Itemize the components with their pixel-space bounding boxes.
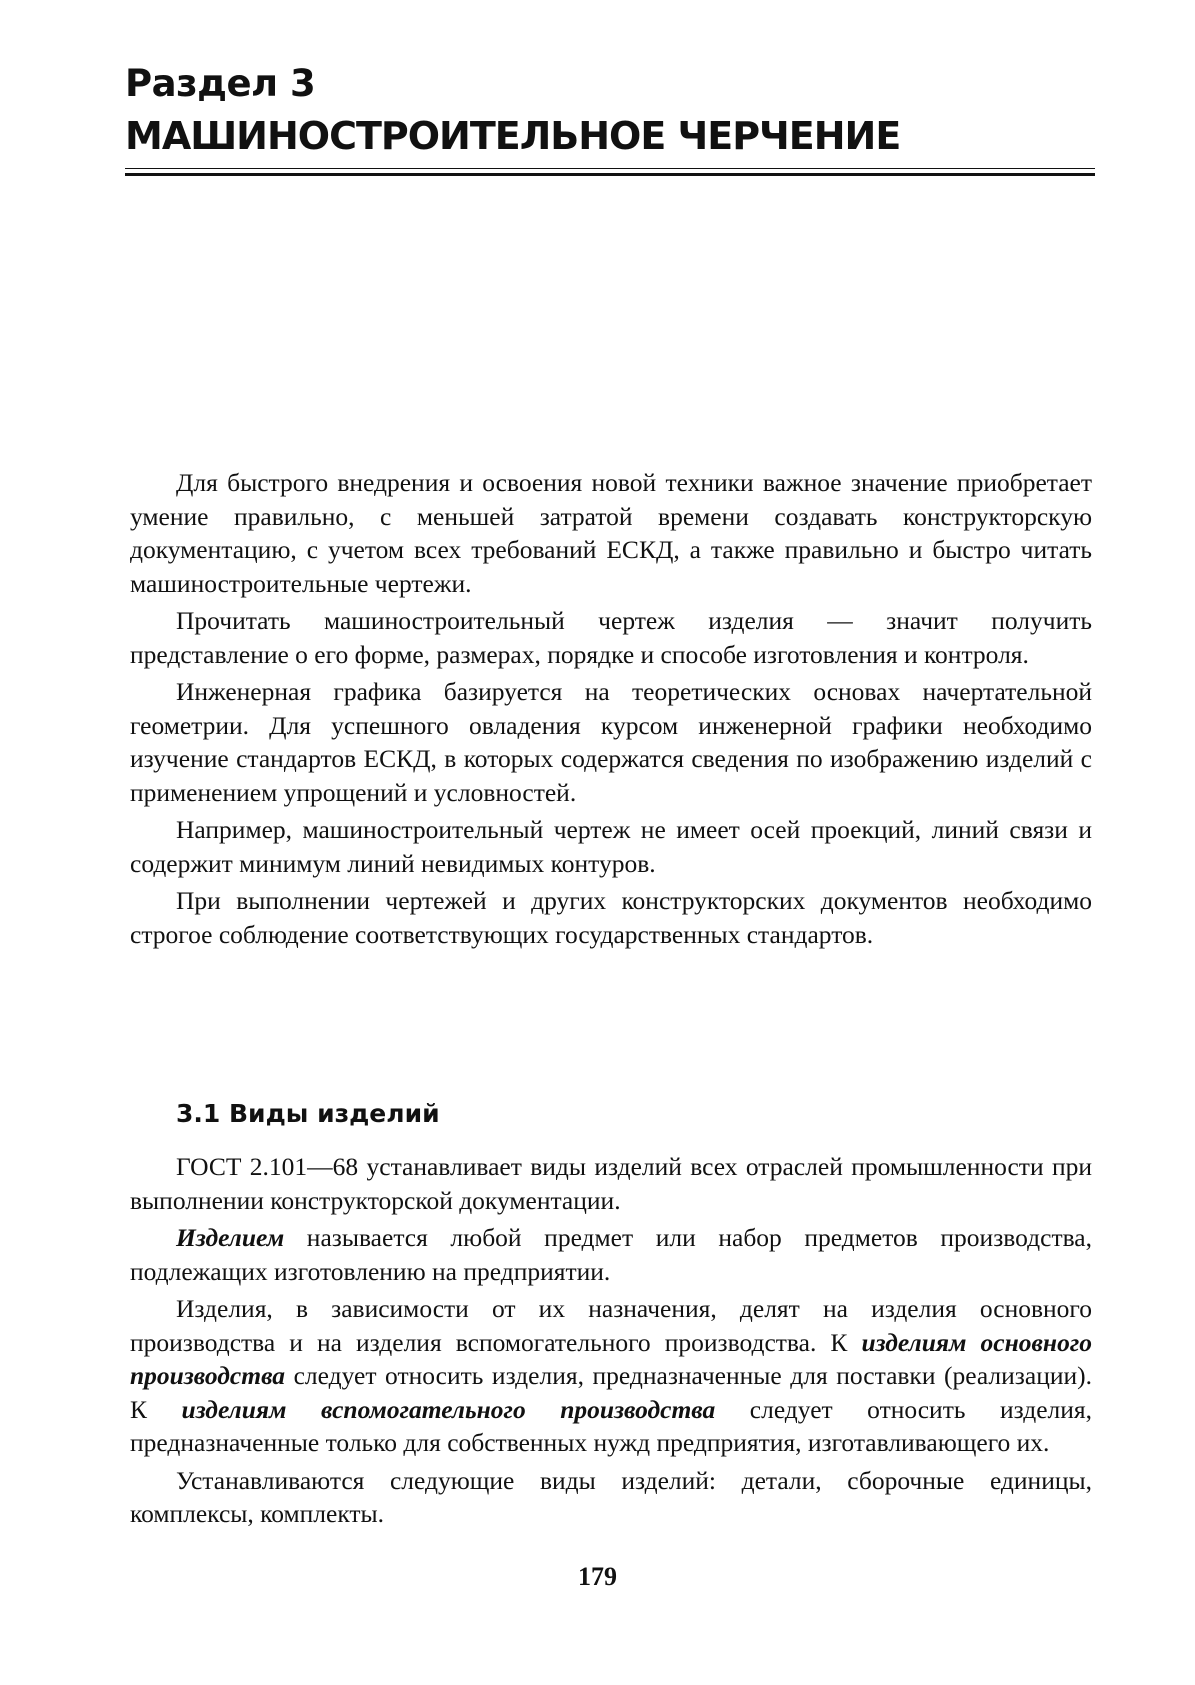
- title-rule-thick: [125, 173, 1095, 176]
- term-main-production: изделиям основного производства: [130, 1327, 1092, 1390]
- paragraph-text: следует относить изделия, предназначенные только для собственных нужд предприятия, изготавливающего их.: [130, 1394, 1093, 1457]
- term-auxiliary-production: изделиям вспомогательного производства: [181, 1394, 716, 1424]
- paragraph-text: Изделия, в зависимости от их назначения, делят на изделия основного производства и на изделия вспомогательного производства. К: [130, 1294, 1092, 1357]
- title-rule-thin: [125, 168, 1095, 169]
- paragraph: [130, 1221, 1092, 1288]
- term-product: Изделием: [176, 1223, 285, 1252]
- paragraph: Устанавливаются следующие виды изделий: детали, сборочные единицы, комплексы, комплекты.: [130, 1465, 1092, 1528]
- section-title: МАШИНОСТРОИТЕЛЬНОЕ ЧЕРЧЕНИЕ: [125, 114, 901, 158]
- paragraph-text: называется любой предмет или набор предметов производства, подлежащих изготовлению на предприятии.: [130, 1223, 1092, 1286]
- page-number: 179: [578, 1562, 617, 1591]
- section-label: Раздел 3: [125, 62, 316, 105]
- paragraph: [130, 1292, 1092, 1460]
- paragraph: ГОСТ 2.101—68 устанавливает виды изделий всех отраслей промышленности при выполнении конструкторской документации.: [130, 1152, 1092, 1215]
- intro-text: [130, 466, 1092, 951]
- subsection-text: [130, 1150, 1092, 1531]
- paragraph: Инженерная графика базируется на теоретических основах начертательной геометрии. Для успешного овладения курсом инженерной графики необходимо изучение стандартов ЕСКД, в которых содержатся сведения по изображению изделий с применением упрощений и условностей.: [130, 677, 1092, 807]
- paragraph-text: следует относить изделия, предназначенные для поставки (реализации). К: [130, 1361, 1092, 1424]
- subsection-heading: 3.1 Виды изделий: [176, 1099, 440, 1128]
- paragraph: Например, машиностроительный чертеж не имеет осей проекций, линий связи и содержит минимум линий невидимых контуров.: [130, 815, 1092, 878]
- paragraph: Прочитать машиностроительный чертеж изделия — значит получить представление о его форме, размерах, порядке и способе изготовления и контроля.: [130, 606, 1092, 669]
- paragraph: Для быстрого внедрения и освоения новой техники важное значение приобретает умение правильно, с меньшей затратой времени создавать конструкторскую документацию, с учетом всех требований ЕСКД, а также правильно и быстро читать машиностроительные чертежи.: [130, 468, 1092, 598]
- paragraph: При выполнении чертежей и других конструкторских документов необходимо строгое соблюдение соответствующих государственных стандартов.: [130, 886, 1092, 949]
